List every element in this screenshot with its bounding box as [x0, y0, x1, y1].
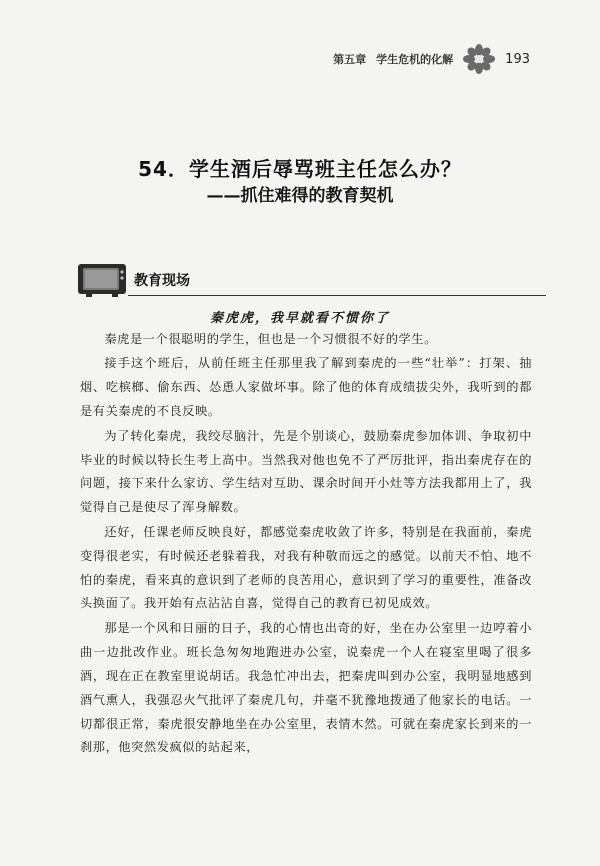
- section-heading: [76, 262, 546, 298]
- header-topic: 学生危机的化解: [376, 53, 454, 66]
- page-number: 193: [505, 51, 530, 67]
- section-divider: [128, 295, 546, 296]
- paragraph: 秦虎是一个很聪明的学生，但也是一个习惯很不好的学生。: [104, 332, 437, 346]
- article-title: [0, 156, 600, 208]
- scene-subheading: 秦虎虎，我早就看不惯你了: [209, 311, 390, 326]
- section-label: 教育现场: [134, 273, 190, 289]
- paragraph: 接手这个班后，从前任班主任那里我了解到秦虎的一些“壮举”：打架、抽烟、吃槟榔、偷东西、怂恿人家做坏事。除了他的体育成绩拔尖外，我听到的都是有关秦虎的不良反映。: [80, 356, 532, 419]
- title-subtitle: ——抓住难得的教育契机: [206, 186, 394, 206]
- flower-ornament-icon: [463, 44, 495, 74]
- paragraph: 那是一个风和日丽的日子，我的心情也出奇的好，坐在办公室里一边哼着小曲一边批改作业。班长急匆匆地跑进办公室，说秦虎一个人在寝室里喝了很多酒，现在正在教室里说胡话。我急忙冲出去，把秦虎叫到办公室，我明显地感到酒气熏人，我强忍火气批评了秦虎几句，并毫不犹豫地拨通了他家长的电话。一切都很正常，秦虎很安静地坐在办公室里，表情木然。可就在秦虎家长到来的一刹那，他突然发疯似的站起来，: [80, 620, 532, 755]
- tv-icon: [76, 262, 128, 298]
- header-chapter: 第五章: [333, 53, 367, 66]
- title-main: 54．学生酒后辱骂班主任怎么办？: [138, 157, 462, 181]
- paragraph: 还好，任课老师反映良好，都感觉秦虎收敛了许多，特别是在我面前，秦虎变得很老实，有时候还老躲着我，对我有种敬而远之的感觉。以前天不怕、地不怕的秦虎，看来真的意识到了老师的良苦用心，意识到了学习的重要性，准备改头换面了。我开始有点沾沾自喜，觉得自己的教育已初见成效。: [80, 524, 532, 611]
- paragraph: 为了转化秦虎，我绞尽脑汁，先是个别谈心，鼓励秦虎参加体训、争取初中毕业的时候以特长生考上高中。当然我对他也免不了严厉批评，指出秦虎存在的问题，接下来什么家访、学生结对互助、课余时间开小灶等方法我都用上了，我觉得自己是使尽了浑身解数。: [80, 428, 532, 515]
- body-text: [80, 328, 532, 760]
- running-header: [300, 44, 530, 74]
